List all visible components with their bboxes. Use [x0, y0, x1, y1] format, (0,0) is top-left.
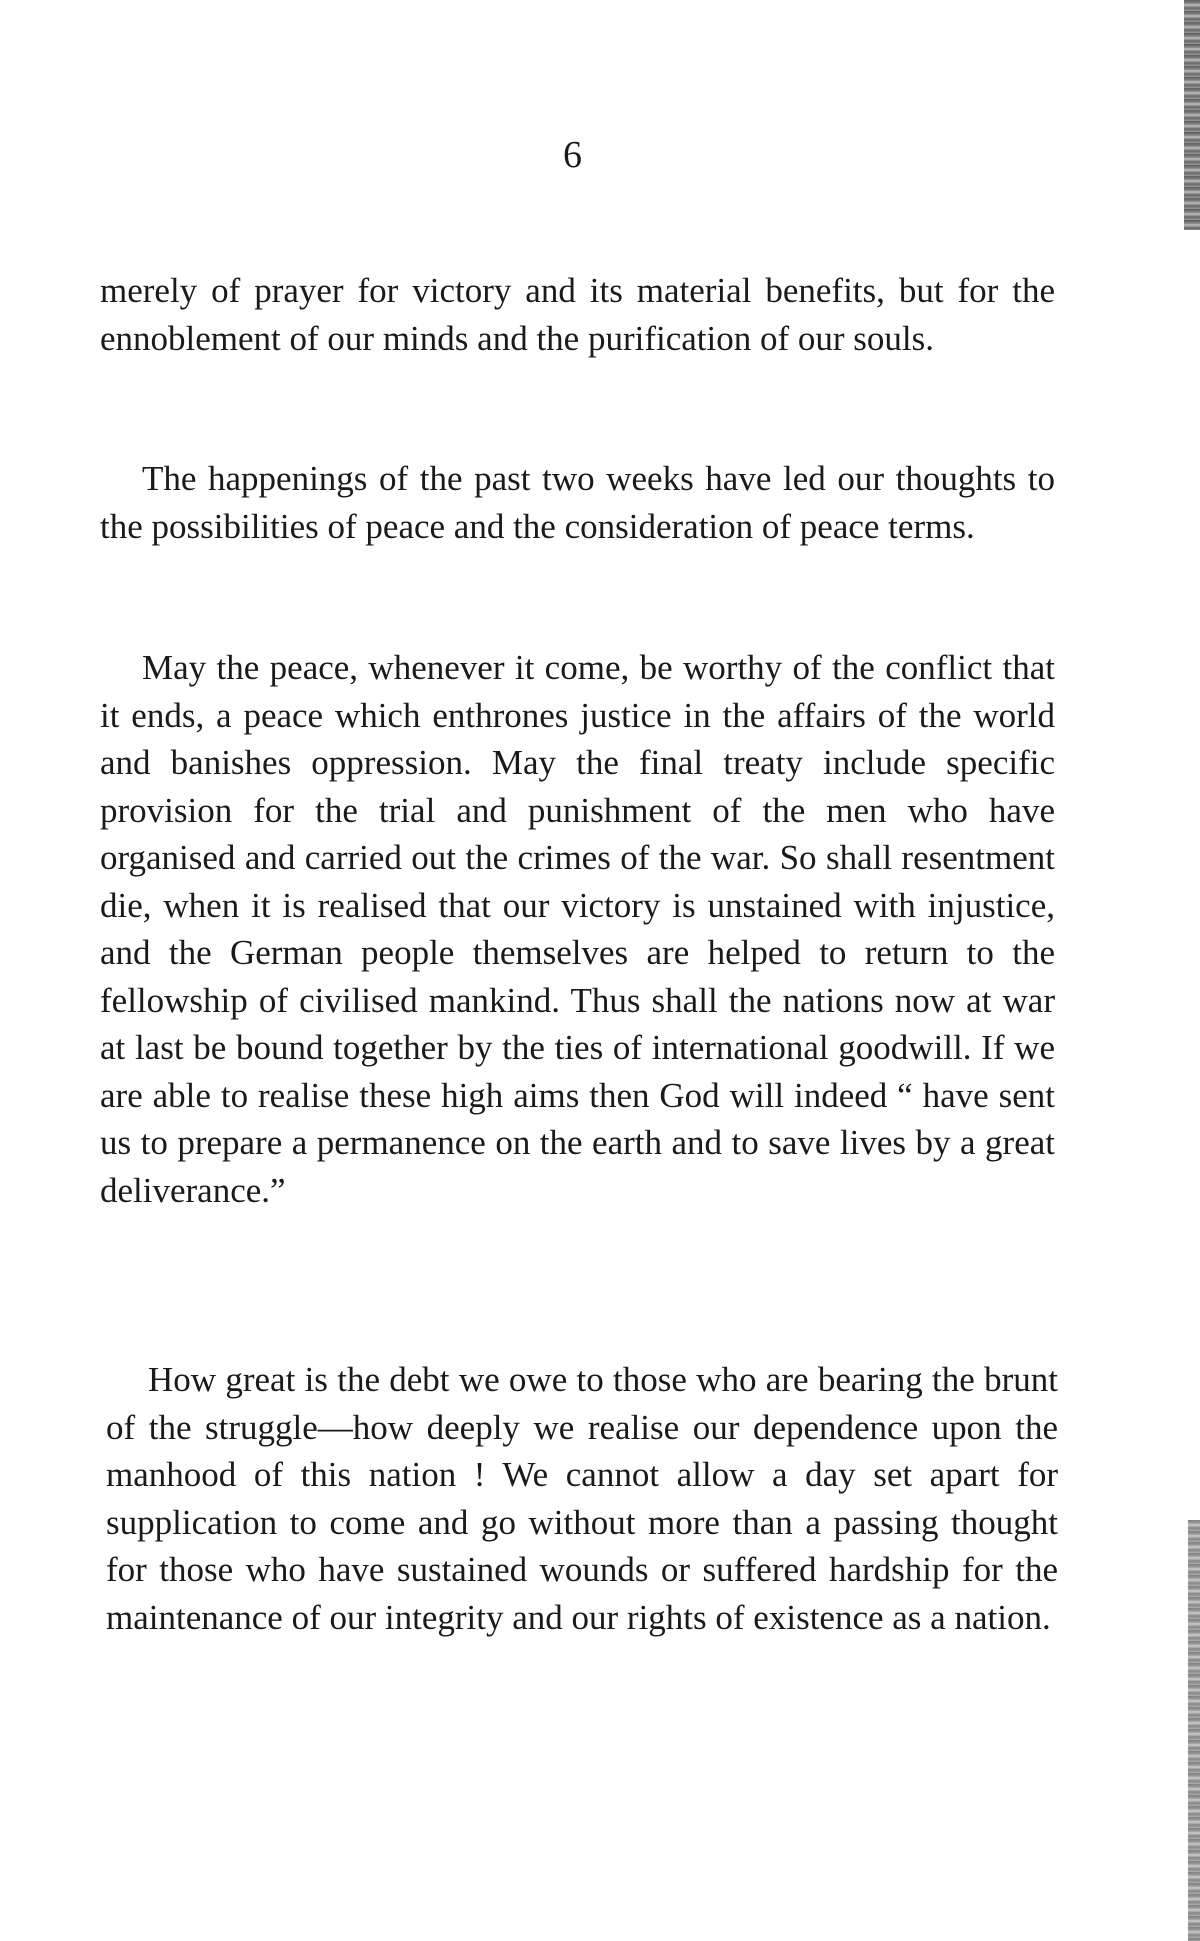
paragraph-continuation: merely of prayer for victory and its material benefits, but for the ennoblement of our minds and the purification of our souls. — [100, 271, 1055, 358]
paragraph-peace-terms: May the peace, whenever it come, be worthy of the conflict that it ends, a peace which enthrones justice in the affairs of the world and banishes oppression. May the final treaty include specific provision for the trial and punishment of the men who have organised and carried out the crimes of the war. So shall resentment die, when it is realised that our victory is unstained with injustice, and the German people themselves are helped to return to the fellowship of civilised mankind. Thus shall the nations now at war at last be bound together by the ties of international goodwill. If we are able to realise these high aims then God will indeed “ have sent us to prepare a permanence on the earth and to save lives by a great deliverance.” — [100, 648, 1055, 1210]
paragraph-debt-owed: How great is the debt we owe to those who are bearing the brunt of the struggle—how deeply we realise our dependence upon the manhood of this nation ! We cannot allow a day set apart for supplication to come and go without more than a passing thought for those who have sustained wounds or suffered hardship for the maintenance of our integrity and our rights of existence as a nation. — [106, 1360, 1058, 1637]
paragraph-peace-thoughts: The happenings of the past two weeks have led our thoughts to the possibilities of peace and the consideration of peace terms. — [100, 459, 1055, 546]
scan-edge-bottom — [1188, 1520, 1200, 1941]
page-number: 6 — [563, 134, 582, 176]
scan-edge-top — [1184, 0, 1200, 230]
